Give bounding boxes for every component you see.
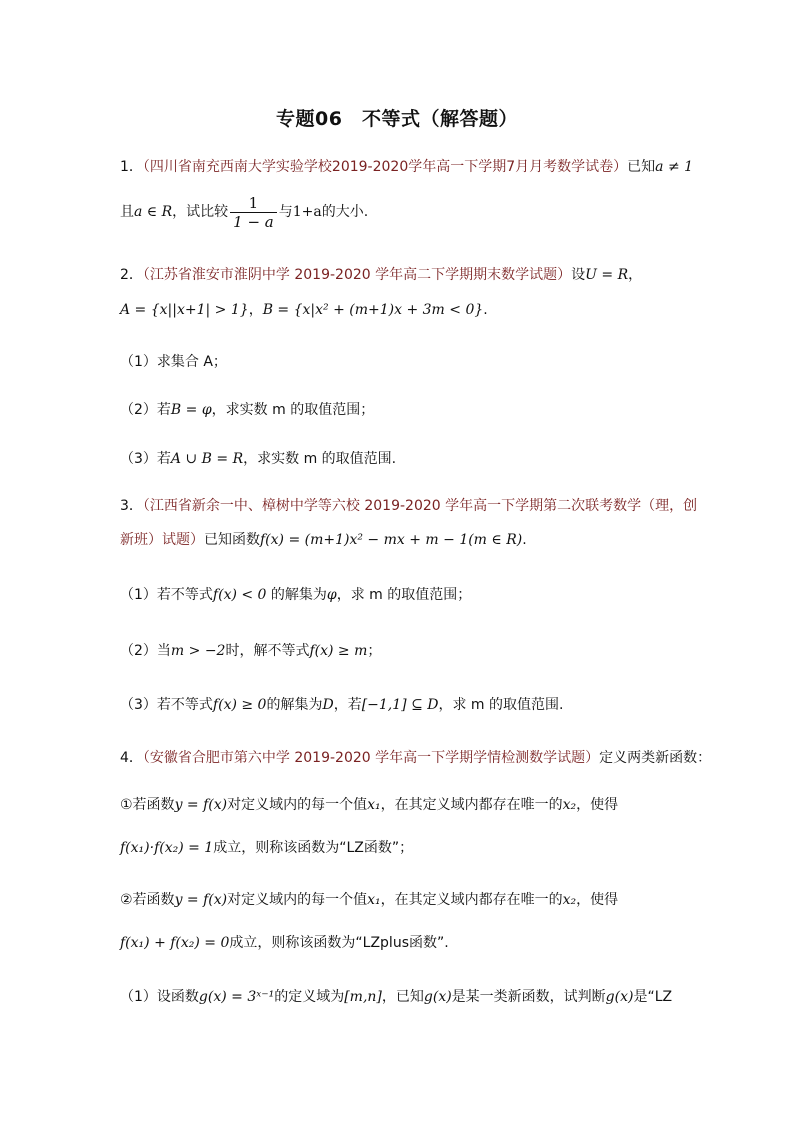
problem-2-line-2 xyxy=(120,300,488,320)
text: 时，解不等式 xyxy=(225,643,310,659)
text: 的大小. xyxy=(321,204,369,220)
math-inline: f(x) < 0 xyxy=(212,587,267,603)
text: （3）若不等式 xyxy=(120,697,213,713)
problem-number: 3． xyxy=(120,498,143,514)
math-inline: f(x₁) + f(x₂) = 0 xyxy=(120,935,230,951)
text: ， xyxy=(248,302,263,318)
math-inline: x₁ xyxy=(367,892,381,908)
math-inline: g(x) xyxy=(423,989,452,1005)
text: （2）若 xyxy=(120,402,171,418)
text: 的解集为 xyxy=(266,697,323,713)
math-inline: m > −2 xyxy=(170,643,226,659)
fraction xyxy=(230,194,277,231)
text: ，求 m 的取值范围. xyxy=(438,697,564,713)
math-inline: f(x) ≥ 0 xyxy=(212,697,267,713)
text: ，求实数 m 的取值范围； xyxy=(211,402,375,418)
math-inline: f(x₁)·f(x₂) = 1 xyxy=(120,840,214,856)
problem-4-question-1 xyxy=(120,987,672,1007)
math-inline: y = f(x) xyxy=(174,892,228,908)
math-inline: A = {x||x+1| > 1} xyxy=(120,302,249,318)
problem-source: （江西省新余一中、樟树中学等六校 2019-2020 学年高一下学期第二次联考数学（理，创 xyxy=(142,498,698,514)
math-inline: [−1,1] ⊆ D xyxy=(361,697,439,713)
text: 的解集为 xyxy=(266,587,327,603)
text: . xyxy=(522,532,527,548)
page-title: 专题06 不等式（解答题） xyxy=(276,108,518,130)
text: 成立，则称该函数为“LZplus函数”. xyxy=(229,935,449,951)
text: （1）设函数 xyxy=(120,989,199,1005)
problem-2-question-2 xyxy=(120,400,374,420)
text: 定义两类新函数： xyxy=(599,750,712,766)
text: 对定义域内的每一个值 xyxy=(227,892,368,908)
problem-3-line-1 xyxy=(120,496,697,516)
fraction-denominator: 1 − a xyxy=(230,212,277,231)
text: ，若 xyxy=(333,697,362,713)
math-inline: [m,n] xyxy=(344,989,382,1005)
math-inline: D xyxy=(322,697,334,713)
problem-4-definition-2-line-2 xyxy=(120,933,449,953)
math-inline: x₁ xyxy=(367,797,381,813)
text: 成立，则称该函数为“LZ函数”； xyxy=(213,840,414,856)
math-inline: B = φ xyxy=(170,402,212,418)
math-inline: A ∪ B = R xyxy=(170,451,244,467)
text: ，使得 xyxy=(576,892,619,908)
problem-3-question-3 xyxy=(120,695,563,715)
problem-4-definition-1-line-2 xyxy=(120,838,413,858)
problem-source: （安徽省合肥市第六中学 2019-2020 学年高一下学期学情检测数学试题） xyxy=(142,750,600,766)
text: ，在其定义域内都存在唯一的 xyxy=(380,892,563,908)
math-inline: 1+a xyxy=(292,204,322,220)
math-inline: g(x) = 3ˣ⁻¹ xyxy=(198,989,275,1005)
math-inline: U = R xyxy=(585,267,629,283)
text: 已知 xyxy=(627,159,656,175)
math-inline: f(x) = (m+1)x² − mx + m − 1(m ∈ R) xyxy=(260,532,523,548)
problem-2-question-1: （1）求集合 A； xyxy=(120,354,227,370)
text: ，已知 xyxy=(381,989,424,1005)
text: （1）若不等式 xyxy=(120,587,213,603)
problem-number: 4． xyxy=(120,750,143,766)
text: ，使得 xyxy=(576,797,619,813)
problem-1-line-2 xyxy=(120,192,368,232)
problem-3-line-2 xyxy=(120,530,527,550)
text: （2）当 xyxy=(120,643,171,659)
math-inline: x₂ xyxy=(562,892,577,908)
text: ②若函数 xyxy=(120,892,175,908)
problem-3-question-1 xyxy=(120,585,471,605)
text: ； xyxy=(367,643,382,659)
fraction-numerator: 1 xyxy=(248,193,259,212)
problem-source: 新班）试题） xyxy=(120,532,204,548)
text: 对定义域内的每一个值 xyxy=(227,797,368,813)
text: ，试比较 xyxy=(172,204,229,220)
problem-2-question-3 xyxy=(120,449,396,469)
text: 且 xyxy=(120,204,134,220)
problem-4-line-1 xyxy=(120,748,711,768)
math-inline: y = f(x) xyxy=(174,797,228,813)
problem-source: （四川省南充西南大学实验学校2019-2020学年高一下学期7月月考数学试卷） xyxy=(142,159,628,175)
text: 与 xyxy=(278,204,293,220)
problem-number: 1． xyxy=(120,159,143,175)
text: ，在其定义域内都存在唯一的 xyxy=(380,797,563,813)
text: . xyxy=(483,302,488,318)
math-inline: x₂ xyxy=(562,797,577,813)
math-inline: a ≠ 1 xyxy=(655,159,694,175)
problem-number: 2． xyxy=(120,267,143,283)
math-inline: B = {x|x² + (m+1)x + 3m < 0} xyxy=(262,302,484,318)
text: 的定义域为 xyxy=(274,989,345,1005)
problem-1-line-1 xyxy=(120,157,693,177)
problem-source: （江苏省淮安市淮阴中学 2019-2020 学年高二下学期期末数学试题） xyxy=(142,267,572,283)
math-inline: f(x) ≥ m xyxy=(309,643,368,659)
text: 已知函数 xyxy=(204,532,260,548)
text: ， xyxy=(628,267,643,283)
text: （3）若 xyxy=(120,451,171,467)
text: ，求 m 的取值范围； xyxy=(336,587,472,603)
math-inline: a ∈ R xyxy=(134,204,173,220)
problem-3-question-2 xyxy=(120,641,381,661)
text: 是“LZ xyxy=(633,989,673,1005)
text: 是某一类新函数，试判断 xyxy=(451,989,606,1005)
math-inline: φ xyxy=(326,587,337,603)
problem-2-line-1 xyxy=(120,265,642,285)
text: ①若函数 xyxy=(120,797,175,813)
problem-4-definition-2-line-1 xyxy=(120,890,618,910)
text: 设 xyxy=(571,267,586,283)
math-inline: g(x) xyxy=(605,989,634,1005)
text: ，求实数 m 的取值范围. xyxy=(243,451,397,467)
problem-4-definition-1-line-1 xyxy=(120,795,618,815)
